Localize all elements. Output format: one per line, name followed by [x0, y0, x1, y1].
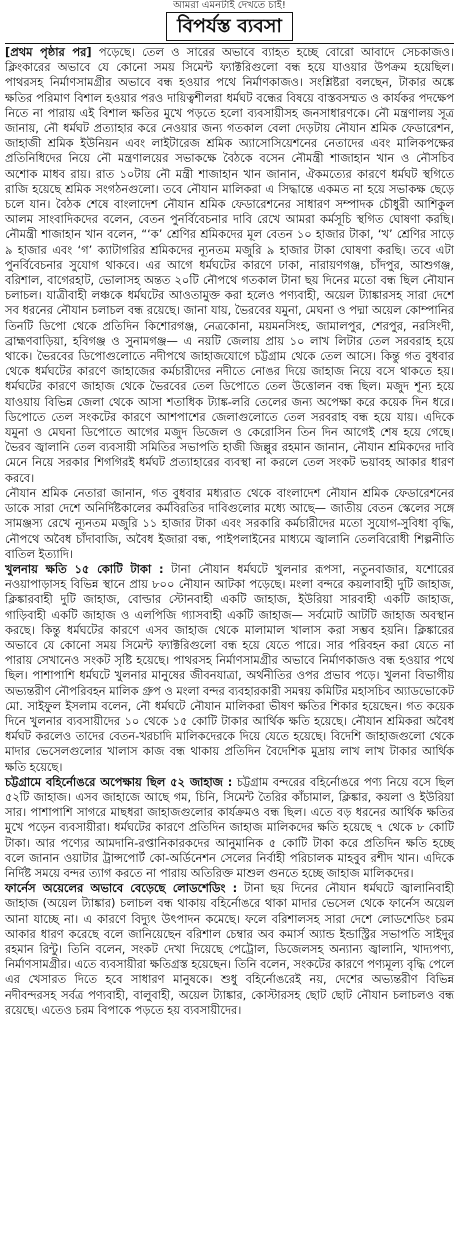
article-paragraph: [5, 45, 454, 486]
subheading-chattogram: চট্টগ্রামে বহির্নোঙরে অপেক্ষায় ছিল ৫২ জাহাজ :: [5, 774, 233, 789]
paragraph-text: টানা নৌযান ধর্মঘটে খুলনার রূপসা, নতুনবাজার, যশোরের নওয়াপাড়াসহ বিভিন্ন স্থানে প্রায় ৮০০ নৌযান আটকা পড়েছে। মংলা বন্দরে কয়লাবাহী দুটি জাহাজ, ক্লিঙ্কারবাহী দুটি জাহাজ, বোল্ডার স্টোনবাহী একটি জাহাজ, ইউরিয়া সারবাহী একটি জাহাজ, গাড়িবাহী একটি জাহাজ ও এলপিজি গ্যাসবাহী একটি জাহাজ— সর্বমোট আটটি জাহাজ অবস্থান করছে। কিন্তু ধর্মঘটের কারণে এসব জাহাজ থেকে মালামাল খালাস করা সম্ভব হয়নি। ক্লিঙ্কারের অভাবে যে কোনো সময় সিমেন্ট ফ্যাক্টরিগুলো বন্ধ হয়ে যেতে পারে। সার পরিবহন করা যেতে না পারায় সেখানেও সংকট সৃষ্টি হয়েছে। পাথরসহ নির্মাণসামগ্রীর অভাবে নির্মাণকাজও বন্ধ হওয়ার পথে ছিল। পাশাপাশি ধর্মঘটে খুলনার মানুষের জীবনযাত্রা, অর্থনীতির ওপর প্রভাব পড়ে। খুলনা বিভাগীয় অভ্যন্তরীণ নৌপরিবহন মালিক গ্রুপ ও মংলা বন্দর ব্যবহারকারী সমন্বয় কমিটির মহাসচিব অ্যাডভোকেট মো. সাইফুল ইসলাম বলেন, নৌ ধর্মঘটে নৌযান মালিকরা ভীষণ ক্ষতির শিকার হয়েছেন। গত কয়েক দিনে খুলনার ব্যবসায়ীদের ১০ থেকে ১৫ কোটি টাকার আর্থিক ক্ষতি হয়েছে। নৌযান শ্রমিকরা অবৈধ ধর্মঘট করলেও তাদের বেতন-খরচাদি মালিকদেরকে দিয়ে যেতে হয়েছে। বিদেশি জাহাজগুলো থেকে মাদার ভেসেলগুলোর খালাস কাজ বন্ধ থাকায় প্রতিদিন বৈদেশিক মুদ্রায় লাখ লাখ টাকার আর্থিক ক্ষতি হয়েছে।: [5, 561, 454, 774]
top-strip-text: আমরা এমনটাই দেখতে চাই!: [173, 0, 286, 11]
article-paragraph: [5, 775, 454, 881]
paragraph-text: নৌযান শ্রমিক নেতারা জানান, গত বুধবার মধ্যরাত থেকে বাংলাদেশ নৌযান শ্রমিক ফেডারেশনের ডাকে সারা দেশে অনির্দিষ্টকালের কর্মবিরতির দাবিগুলোর মধ্যে আছে— জাতীয় বেতন স্কেলের সঙ্গে সামঞ্জস্য রেখে ন্যূনতম মজুরি ১১ হাজার টাকা এবং সরকারি কর্মচারীদের মতো সুযোগ-সুবিধা বৃদ্ধি, নৌপথে অবৈধ চাঁদাবাজি, অবৈধ ইজারা বন্ধ, পাইপলাইনের মাধ্যমে জ্বালানি তেলবিরোধী শিল্পনীতি বাতিল ইত্যাদি।: [5, 485, 454, 561]
subheading-khulna: খুলনায় ক্ষতি ১৫ কোটি টাকা :: [5, 561, 164, 576]
article-paragraph: [5, 562, 454, 775]
paragraph-text: পড়েছে। তেল ও সারের অভাবে ব্যাহত হচ্ছে বোরো আবাদে সেচকাজও। ক্লিংকারের অভাবে যে কোনো সময় সিমেন্ট ফ্যাক্টরিগুলো বন্ধ হয়ে যাওয়ার উপক্রম হয়েছিল। পাথরসহ নির্মাণসামগ্রীর অভাবে বন্ধ হওয়ার পথে নির্মাণকাজও। সংশ্লিষ্টরা বলছেন, টাকার অঙ্কে ক্ষতির পরিমাণ বিশাল হওয়ার পরও দায়িত্বশীলরা ধর্মঘট বন্ধের বিষয়ে বাস্তবসম্মত ও কার্যকর পদক্ষেপ নিতে না পারায় এই বিশাল ক্ষতির মুখে পড়তে হলো ব্যবসায়ীসহ জনসাধারণকে। নৌ মন্ত্রণালয় সূত্র জানায়, নৌ ধর্মঘট প্রত্যাহার করে নেওয়ার জন্য গতকাল বেলা দেড়টায় নৌযান শ্রমিক ফেডারেশন, জাহাজী শ্রমিক ইউনিয়ন এবং লাইটারেজ শ্রমিক অ্যাসোসিয়েশনের নেতাদের এবং মালিকপক্ষের প্রতিনিধিদের নিয়ে নৌ মন্ত্রণালয়ের সভাকক্ষে বৈঠকে বসেন নৌমন্ত্রী শাজাহান খান ও নৌসচিব অশোক মাধব রায়। রাত ১০টায় নৌ মন্ত্রী শাজাহান খান জানান, ঐকমত্যের কারণে ধর্মঘট স্থগিতে রাজি হয়েছে শ্রমিক সংগঠনগুলো। তবে নৌযান মালিকরা এ সিদ্ধান্তে একমত না হয়ে সভাকক্ষ ছেড়ে চলে যান। বৈঠক শেষে বাংলাদেশ নৌযান শ্রমিক ফেডারেশনের সাধারণ সম্পাদক চৌধুরী আশিকুল আলম সাংবাদিকদের বলেন, বেতন পুনর্বিবেচনার দাবি রেখে আমরা কর্মসূচি স্থগিত ঘোষণা করছি। নৌমন্ত্রী শাজাহান খান বলেন, “‘ক’ শ্রেণির শ্রমিকদের মূল বেতন ১০ হাজার টাকা, ‘খ’ শ্রেণির সাড়ে ৯ হাজার এবং ‘গ’ ক্যাটাগরির শ্রমিকদের ন্যূনতম মজুরি ৯ হাজার টাকা ঘোষণা করছি। তবে এটা পুনর্বিবেচনার সুযোগ থাকবে। এর আগে ধর্মঘটের কারণে ঢাকা, নারায়ণগঞ্জ, চাঁদপুর, আশুগঞ্জ, বরিশাল, বাগেরহাট, ভোলাসহ অন্তত ২০টি নৌপথে গতকাল টানা ছয় দিনের মতো বন্ধ ছিল নৌযান চলাচল। যাত্রীবাহী লঞ্চকে ধর্মঘটের আওতামুক্ত করা হলেও পণ্যবাহী, অয়েল ট্যাঙ্কারসহ সারা দেশে সব ধরনের নৌযান চলাচল বন্ধ রয়েছে। জানা যায়, ভৈরবের যমুনা, মেঘনা ও পদ্মা অয়েল কোম্পানির তিনটি ডিপো থেকে প্রতিদিন কিশোরগঞ্জ, নেত্রকোনা, ময়মনসিংহ, জামালপুর, শেরপুর, নরসিংদী, ব্রাহ্মণবাড়িয়া, হবিগঞ্জ ও সুনামগঞ্জ— এ নয়টি জেলায় প্রায় ১০ লাখ লিটার তেল সরবরাহ হয়ে থাকে। ভৈরবের ডিপোগুলোতে নদীপথে জাহাজযোগে চট্টগ্রাম থেকে তেল আসে। কিন্তু গত বুধবার থেকে ধর্মঘটের কারণে জাহাজের কর্মচারীদের নদীতে নোঙর দিয়ে জাহাজ নিয়ে বসে থাকতে হয়। ধর্মঘটের কারণে জাহাজ থেকে ভৈরবের তেল ডিপোতে তেল উত্তোলন বন্ধ ছিল। মজুদ শূন্য হয়ে যাওয়ায় বিভিন্ন জেলা থেকে আসা শতাধিক ট্যাঙ্ক-লরি তেলের জন্য অপেক্ষা করে কয়েক দিন ধরে। ডিপোতে তেল সংকটের কারণে আশপাশের জেলাগুলোতে তেল সরবরাহ বন্ধ হয়ে যায়। এদিকে যমুনা ও মেঘনা ডিপোতে আগের মজুদ ডিজেল ও কেরোসিন তিন দিন আগেই শেষ হয়ে গেছে। ভৈরব জ্বালানি তেল ব্যবসায়ী সমিতির সভাপতি হাজী জিল্লুর রহমান জানান, নৌযান শ্রমিকদের দাবি মেনে নিয়ে সরকার শিগগিরই ধর্মঘট প্রত্যাহারের ব্যবস্থা না করলে তেল সংকট ভয়াবহ আকার ধারণ করবে।: [5, 45, 454, 485]
article-paragraph: [5, 881, 454, 1018]
article-paragraph: [5, 486, 454, 562]
paragraph-text: টানা ছয় দিনের নৌযান ধর্মঘটে জ্বালানিবাহী জাহাজ (অয়েল ট্যাঙ্কার) চলাচল বন্ধ থাকায় বহির্নোঙরে থাকা মাদার ভেসেল থেকে ফার্নেস অয়েল আনা যাচ্ছে না। এ কারণে বিদ্যুৎ উৎপাদন কমেছে। ফলে বরিশালসহ সারা দেশে লোডশেডিং চরম আকার ধারণ করেছে বলে জানিয়েছেন বরিশাল চেম্বার অব কমার্স অ্যান্ড ইন্ডাস্ট্রির সভাপতি সাইদুর রহমান রিন্টু। তিনি বলেন, সংকট দেখা দিয়েছে পেট্রোল, ডিজেলসহ অন্যান্য জ্বালানি, খাদ্যপণ্য, নির্মাণসামগ্রীর। এতে ব্যবসায়ীরা ক্ষতিগ্রস্ত হয়েছেন। তিনি বলেন, সংকটের কারণে পণ্যমূল্য বৃদ্ধি পেলে এর খেসারত দিতে হবে সাধারণ মানুষকে। শুধু বহির্নোঙরেই নয়, দেশের অভ্যন্তরীণ বিভিন্ন নদীবন্দরসহ সর্বত্র পণ্যবাহী, বালুবাহী, অয়েল ট্যাঙ্কার, কোস্টারসহ ছোট ছোট নৌযান চলাচলও বন্ধ রয়েছে। এতেও চরম বিপাকে পড়তে হয় ব্যবসায়ীদের।: [5, 881, 454, 1017]
article-body: [5, 45, 454, 1018]
paragraph-text: চট্টগ্রাম বন্দরের বহির্নোঙরে পণ্য নিয়ে বসে ছিল ৫২টি জাহাজ। এসব জাহাজে আছে গম, চিনি, সিমেন্ট তৈরির কাঁচামাল, ক্লিঙ্কার, কয়লা ও ইউরিয়া সার। পাশাপাশি সাগরে মাছধরা জাহাজগুলোর কার্যক্রমও বন্ধ ছিল। এতে বড় ধরনের আর্থিক ক্ষতির মুখে পড়েন ব্যবসায়ীরা। ধর্মঘটের কারণে প্রতিদিন জাহাজ মালিকদের ক্ষতি হয়েছে ৭ থেকে ৮ কোটি টাকা। আর পণ্যের আমদানি-রপ্তানিকারকদের আনুমানিক ৫ কোটি টাকা করে প্রতিদিন ক্ষতি হচ্ছে বলে জানান ওয়াটার ট্রান্সপোর্ট কো-অর্ডিনেশন সেলের নির্বাহী পরিচালক মাহবুব রশীদ খান। এদিকে নির্দিষ্ট সময়ে বন্দর ত্যাগ করতে না পারায় অতিরিক্ত মাশুল গুনতে হচ্ছে জাহাজ মালিকদের।: [5, 774, 454, 880]
continuation-marker: [প্রথম পৃষ্ঠার পর]: [5, 45, 92, 59]
headline-rule: [5, 43, 454, 44]
headline: বিপর্যস্ত ব্যবসা: [166, 12, 293, 41]
subheading-loadshedding: ফার্নেস অয়েলের অভাবে বেড়েছে লোডশেডিং :: [5, 881, 238, 896]
headline-box: [5, 12, 454, 41]
